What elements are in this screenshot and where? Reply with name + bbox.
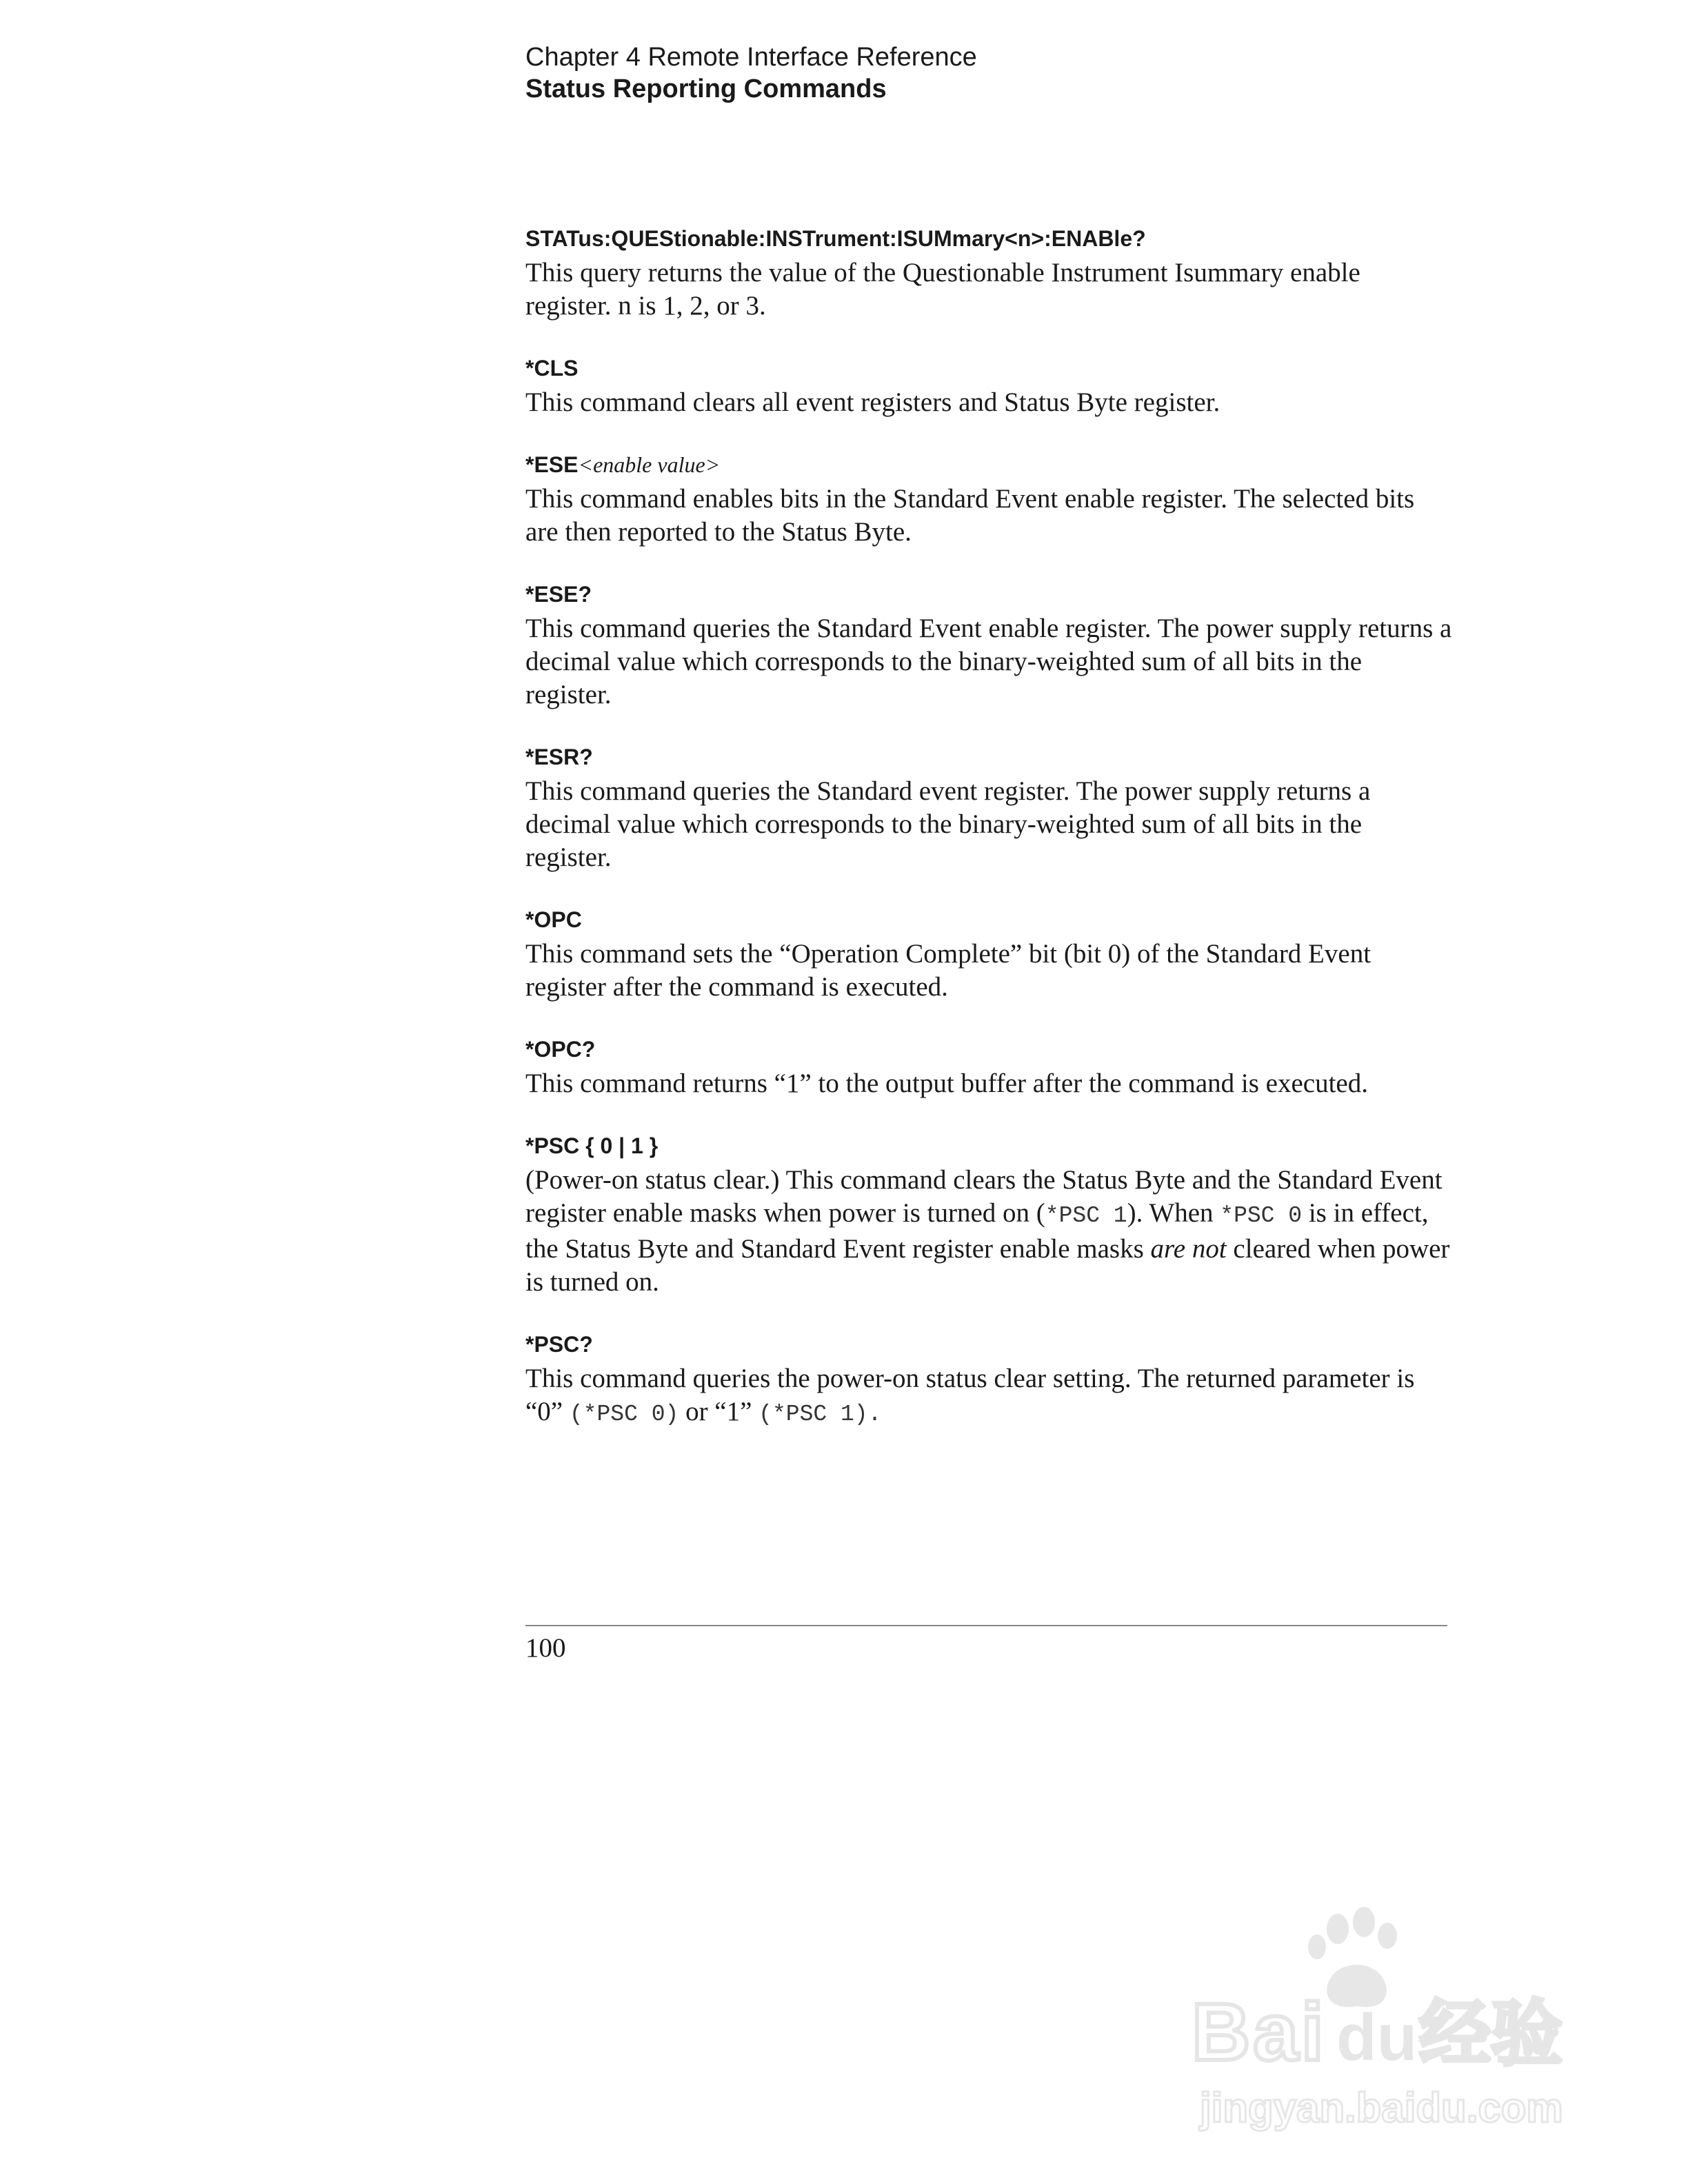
command-description: This command clears all event registers and Status Byte register. (525, 387, 1220, 417)
command-list (525, 225, 1453, 1431)
footer-divider (525, 1625, 1447, 1626)
page-number: 100 (525, 1633, 566, 1663)
command-description: This query returns the value of the Questionable Instrument Isummary enable register. n is 1, 2, or 3. (525, 258, 1360, 321)
command-description: This command enables bits in the Standard Event enable register. The selected bits are then reported to the Status Byte. (525, 484, 1415, 547)
command-name: *PSC? (525, 1332, 593, 1357)
command-entry (525, 906, 1453, 1004)
command-entry (525, 743, 1453, 874)
section-title: Status Reporting Commands (525, 74, 887, 103)
command-name (525, 451, 1453, 478)
command-entry (525, 1035, 1453, 1100)
command-entry (525, 580, 1453, 711)
svg-text:经验: 经验 (1419, 1992, 1563, 2076)
svg-text:Bai: Bai (1192, 1987, 1327, 2078)
svg-text:du: du (1336, 2001, 1418, 2074)
code-literal: *PSC 0 (1220, 1203, 1303, 1228)
command-name: STATus:QUEStionable:INSTrument:ISUMmary<n>:ENABle? (525, 226, 1146, 251)
code-literal: *PSC 1 (1045, 1203, 1127, 1228)
command-keyword: *ESE (525, 452, 579, 477)
command-name: *OPC (525, 907, 582, 932)
code-literal: (*PSC 1). (758, 1402, 882, 1427)
command-name: *PSC { 0 | 1 } (525, 1133, 659, 1158)
command-entry (525, 451, 1453, 549)
watermark-url-text: jingyan.baidu.com (1200, 2085, 1563, 2131)
desc-text: This command queries the power-on status clear setting. The returned parameter is “0” (525, 1364, 1415, 1426)
command-entry (525, 1132, 1453, 1299)
code-literal: (*PSC 0) (569, 1402, 679, 1427)
desc-text: or “1” (679, 1397, 759, 1426)
command-description: This command returns “1” to the output buffer after the command is executed. (525, 1069, 1368, 1098)
desc-text: (Power-on status clear.) This command clears the Status Byte and the Standard Event register enable masks when power is turned on ( (525, 1165, 1443, 1228)
command-name: *CLS (525, 356, 579, 381)
command-entry (525, 1331, 1453, 1431)
command-name: *ESR? (525, 745, 593, 769)
command-parameter: <enable value> (578, 452, 721, 477)
command-entry (525, 354, 1453, 419)
desc-text: cleared when power is turned on. (525, 1234, 1450, 1297)
chapter-title: Chapter 4 Remote Interface Reference (525, 43, 977, 72)
emphasis-text: are not (1150, 1234, 1227, 1264)
command-description: This command queries the Standard Event enable register. The power supply returns a decimal value which corresponds to the binary-weighted sum of all bits in the register. (525, 614, 1452, 709)
command-description: This command sets the “Operation Complete” bit (bit 0) of the Standard Event register after the command is executed. (525, 939, 1372, 1002)
desc-text: ). When (1127, 1198, 1220, 1228)
baidu-jingyan-watermark (1179, 1903, 1607, 2137)
command-entry (525, 225, 1453, 323)
command-description: This command queries the Standard event register. The power supply returns a decimal value which corresponds to the binary-weighted sum of all bits in the register. (525, 776, 1371, 872)
command-name: *OPC? (525, 1037, 596, 1062)
page-header (525, 41, 977, 105)
command-name: *ESE? (525, 582, 592, 607)
command-description (525, 1362, 1453, 1431)
command-description (525, 1164, 1453, 1299)
desc-text: is in effect, the Status Byte and Standard Event register enable masks (525, 1198, 1429, 1264)
